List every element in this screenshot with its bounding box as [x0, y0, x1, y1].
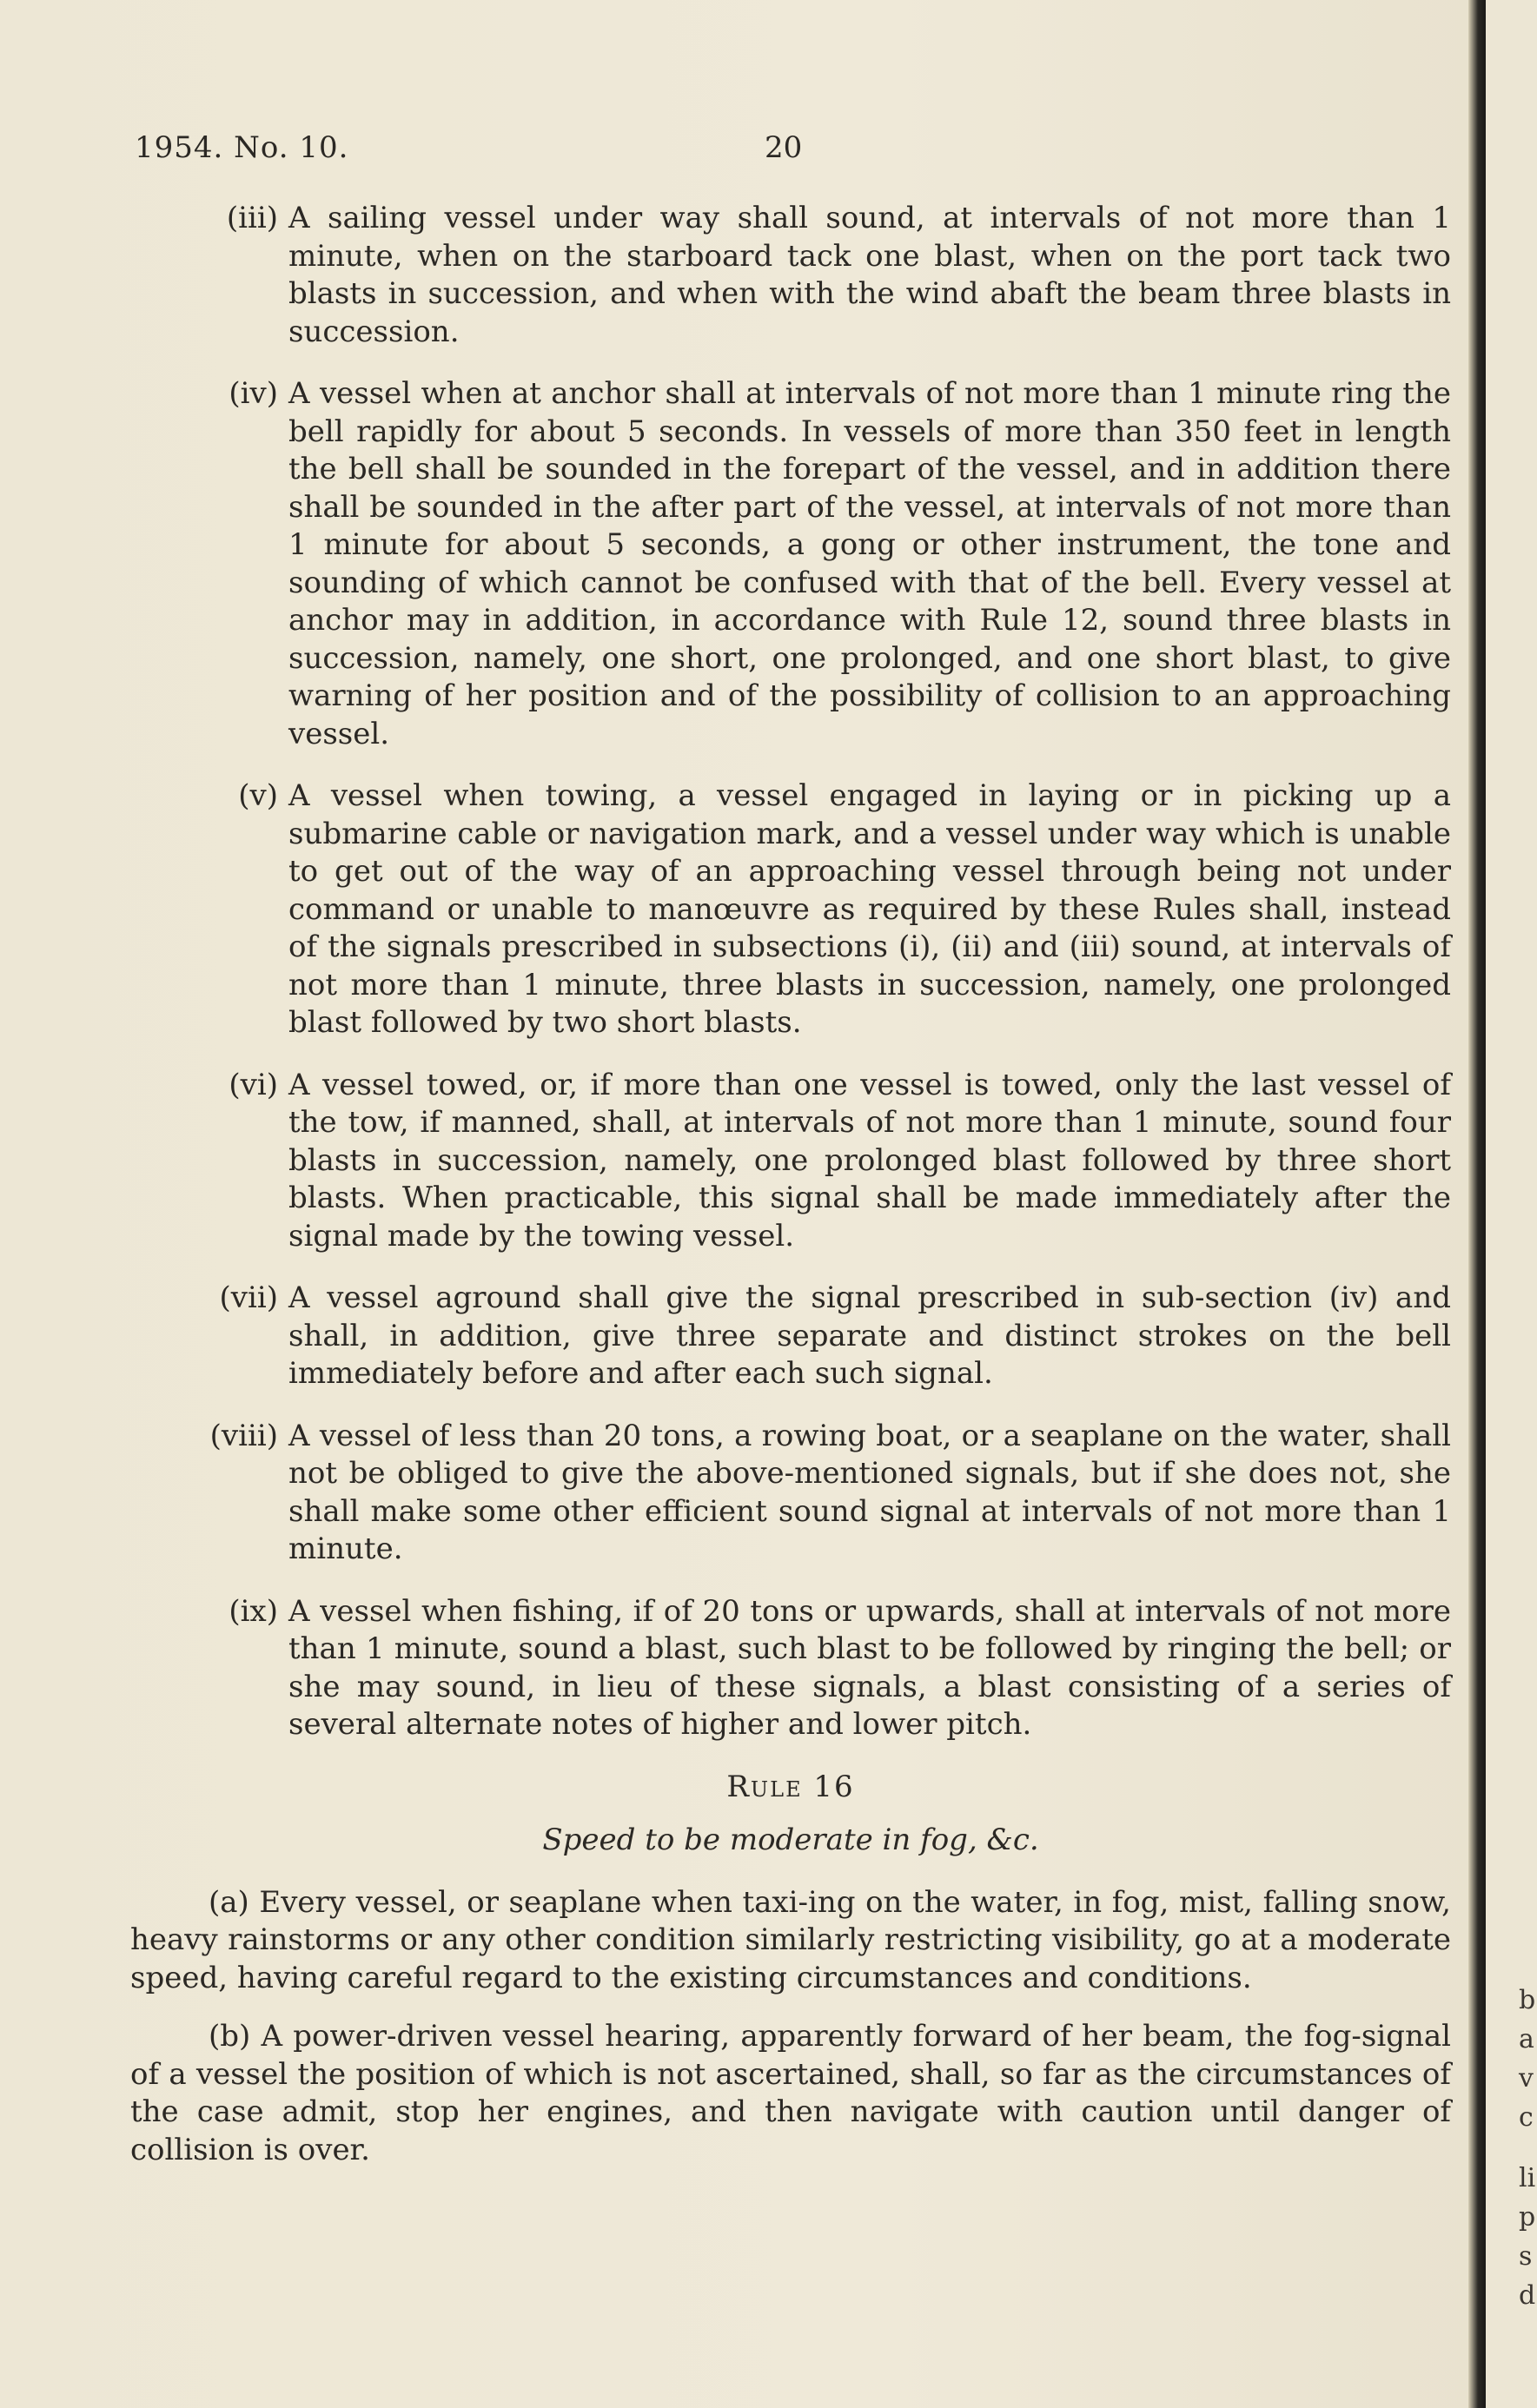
item-number: (ix)	[229, 1593, 278, 1629]
adjacent-page-fragment: a	[1519, 2024, 1534, 2054]
item-text: A vessel aground shall give the signal prescribed in sub-section (iv) and shall, in addition, give three separate and distinct strokes on the bell immediately before and after each such signal.	[288, 1280, 1451, 1391]
item-text: A vessel when fishing, if of 20 tons or upwards, shall at intervals of not more than 1 minute, sound a blast, such blast to be followed by ringing the bell; or she may sound, in lieu of these signals, a blast consisting of a series of several alternate notes of higher and lower pitch.	[288, 1593, 1451, 1742]
adjacent-page-fragment: li	[1519, 2163, 1536, 2193]
rule-paragraph	[130, 1884, 1451, 1998]
page-header-left: 1954. No. 10.	[135, 130, 349, 165]
item-text: A vessel when at anchor shall at intervals of not more than 1 minute ring the bell rapidly for about 5 seconds. In vessels of more than 350 feet in length the bell shall be sounded in the forepart of the vessel, and in addition there shall be sounded in the after part of the vessel, at intervals of not more than 1 minute for about 5 seconds, a gong or other instrument, the tone and sounding of which cannot be confused with that of the bell. Every vessel at anchor may in addition, in accordance with Rule 12, sound three blasts in succession, namely, one short, one prolonged, and one short blast, to give warning of her position and of the possibility of collision to an approaching vessel.	[288, 376, 1451, 751]
paragraph-label: (a)	[209, 1884, 249, 1920]
adjacent-page-fragment: s	[1519, 2241, 1533, 2272]
page-body	[130, 200, 1451, 2190]
adjacent-page-fragment: b	[1519, 1985, 1536, 2015]
binding-edge	[1468, 0, 1486, 2408]
item-text: A vessel of less than 20 tons, a rowing boat, or a seaplane on the water, shall not be obliged to give the above-mentioned signals, but if she does not, she shall make some other efficient sound signal at intervals of not more than 1 minute.	[288, 1418, 1451, 1566]
list-item	[130, 1593, 1451, 1744]
item-text: A vessel towed, or, if more than one vessel is towed, only the last vessel of the tow, if manned, shall, at intervals of not more than 1 minute, sound four blasts in succession, namely, one prolonged blast followed by three short blasts. When practicable, this signal shall be made immediately after the signal made by the towing vessel.	[288, 1067, 1451, 1254]
item-number: (v)	[238, 778, 278, 813]
item-number: (vii)	[219, 1280, 278, 1315]
item-text: A vessel when towing, a vessel engaged in laying or in picking up a submarine cable or navigation mark, and a vessel under way which is unable to get out of the way of an approaching vessel through being not under command or unable to manœuvre as required by these Rules shall, instead of the signals prescribed in subsections (i), (ii) and (iii) sound, at intervals of not more than 1 minute, three blasts in succession, namely, one prolonged blast followed by two short blasts.	[288, 778, 1451, 1040]
paragraph-label: (b)	[209, 2019, 251, 2054]
rule-subtitle: Speed to be moderate in fog, &c.	[542, 1823, 1039, 1857]
list-item	[130, 1067, 1451, 1256]
rule-heading: Rule 16	[726, 1769, 855, 1804]
adjacent-page-fragment: d	[1519, 2280, 1536, 2311]
adjacent-page-fragment: p	[1519, 2202, 1536, 2233]
item-number: (viii)	[209, 1418, 278, 1453]
item-number: (iv)	[229, 376, 278, 411]
paragraph-text: Every vessel, or seaplane when taxi-ing on the water, in fog, mist, falling snow, heavy rainstorms or any other condition similarly restricting visibility, go at a moderate speed, having careful regard to the existing circumstances and conditions.	[130, 1884, 1451, 1995]
list-item	[130, 1280, 1451, 1393]
page-number: 20	[765, 130, 803, 165]
item-number: (iii)	[226, 201, 278, 235]
item-text: A sailing vessel under way shall sound, at intervals of not more than 1 minute, when on the starboard tack one blast, when on the port tack two blasts in succession, and when with the wind abaft the beam three blasts in succession.	[288, 201, 1451, 349]
list-item	[130, 777, 1451, 1042]
adjacent-page-fragment: c	[1519, 2102, 1534, 2133]
adjacent-page-fragment: v	[1519, 2063, 1534, 2094]
list-item	[130, 375, 1451, 753]
paragraph-text: A power-driven vessel hearing, apparently forward of her beam, the fog-signal of a vessel the position of which is not ascertained, shall, so far as the circumstances of the case admit, stop her engines, and then navigate with caution until danger of collision is over.	[130, 2019, 1452, 2167]
rule-paragraph	[130, 2018, 1451, 2169]
item-number: (vi)	[229, 1067, 278, 1102]
list-item	[130, 200, 1451, 351]
list-item	[130, 1418, 1451, 1569]
adjacent-page-edge	[1486, 0, 1537, 2408]
